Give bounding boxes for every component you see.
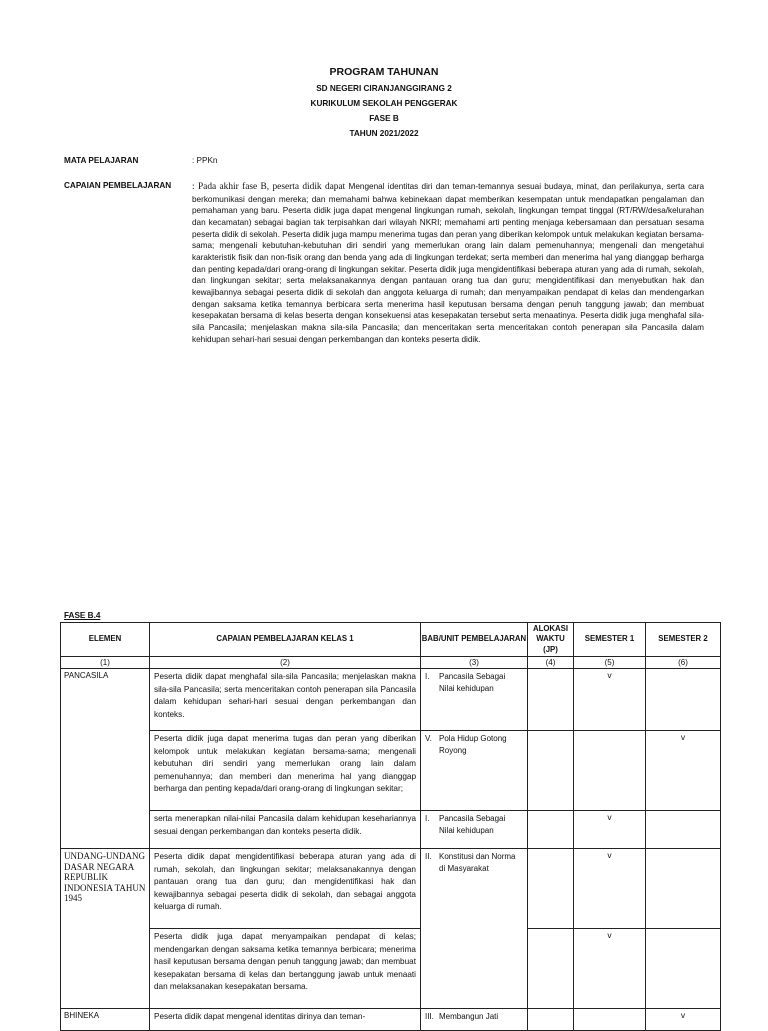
alokasi-cell <box>528 811 574 849</box>
bab-title: Pancasila Sebagai Nilai kehidupan <box>439 814 506 835</box>
bab-title: Membangun Jati <box>439 1012 499 1021</box>
element-uud: UNDANG-UNDANG DASAR NEGARA REPUBLIK INDONESIA TAHUN 1945 <box>61 849 150 1009</box>
cp-cell: Peserta didik dapat menghafal sila-sila Pancasila; menjelaskan makna sila-sila Pancasila; serta menceritakan contoh penerapan sila Pancasila dalam kehidupan sehari-hari sesuai dengan perkembangan dan konteks. <box>150 669 421 731</box>
bab-number: II. <box>425 852 432 861</box>
alokasi-cell <box>528 929 574 1009</box>
table-row <box>61 849 721 929</box>
bab-cell <box>421 731 528 811</box>
bab-cell <box>421 669 528 731</box>
phase-name: FASE B <box>369 114 399 123</box>
header-sem1: SEMESTER 1 <box>574 623 646 657</box>
academic-year: TAHUN 2021/2022 <box>349 129 419 138</box>
header-elemen: ELEMEN <box>61 623 150 657</box>
bab-title: Konstitusi dan Norma di Masyarakat <box>439 852 516 873</box>
element-bhineka: BHINEKA <box>61 1009 150 1031</box>
table-row <box>61 731 721 811</box>
cp-cell: Peserta didik dapat mengidentifikasi beberapa aturan yang ada di rumah, sekolah, dan lingkungan sekitar; melaksanakannya dengan pantauan orang tua dan guru; dan mengidentifikasi hak dan kewajibannya sebagai peserta didik di sekolah, dan sebagai anggota keluarga di rumah. <box>150 849 421 929</box>
header-alokasi: ALOKASI WAKTU (JP) <box>528 623 574 657</box>
table-row <box>61 669 721 731</box>
semester2-cell <box>646 669 721 731</box>
alokasi-cell <box>528 849 574 929</box>
column-number: (1) <box>61 657 150 669</box>
element-pancasila: PANCASILA <box>61 669 150 849</box>
table-row <box>61 811 721 849</box>
semester2-cell <box>646 929 721 1009</box>
alokasi-cell <box>528 669 574 731</box>
bab-number: I. <box>425 672 430 681</box>
table-row <box>61 929 721 1009</box>
semester1-check: v <box>574 811 646 849</box>
bab-number: V. <box>425 734 432 743</box>
bab-cell <box>421 811 528 849</box>
cp-cell: Peserta didik dapat mengenal identitas dirinya dan teman- <box>150 1009 421 1031</box>
semester1-cell <box>574 1009 646 1031</box>
cp-cell: Peserta didik juga dapat menerima tugas dan peran yang diberikan kelompok untuk melakukan kegiatan bersama-sama; mengenali kebutuhan diri sendiri yang memerlukan orang lain dalam pemenuhannya; dan memberi dan menerima hal yang dianggap berharga dan penting kepada/dari orang-orang di lingkungan sekitar; <box>150 731 421 811</box>
subject-label: MATA PELAJARAN <box>64 156 139 165</box>
bab-number: I. <box>425 814 430 823</box>
semester2-cell <box>646 811 721 849</box>
semester2-check: v <box>646 1009 721 1031</box>
cp-cell: Peserta didik juga dapat menyampaikan pendapat di kelas; mendengarkan dengan saksama ketika temannya berbicara; menerima hasil keputusan bersama dengan penuh tanggung jawab; dan membuat kesepakatan bersama di kelas dan bertanggung jawab untuk menaati dan melaksanakan kesepakatan bersama. <box>150 929 421 1009</box>
semester1-check: v <box>574 849 646 929</box>
cp-prefix: : Pada akhir fase B, peserta didik dapat <box>192 182 346 192</box>
header-bab: BAB/UNIT PEMBELAJARAN <box>421 623 528 657</box>
bab-number: III. <box>425 1012 434 1021</box>
column-number: (4) <box>528 657 574 669</box>
column-number: (5) <box>574 657 646 669</box>
fase-label: FASE B.4 <box>64 611 101 620</box>
bab-cell <box>421 849 528 1009</box>
bab-title: Pancasila Sebagai Nilai kehidupan <box>439 672 506 693</box>
column-number: (2) <box>150 657 421 669</box>
program-table <box>60 622 721 1031</box>
cp-body: Mengenal identitas diri dan teman-temannya sesuai budaya, minat, dan perilakunya, serta cara berkomunikasi dengan mereka; dan memahami bahwa kebinekaan dapat memberikan kesempatan untuk mendapatkan pengalaman dan pemahaman yang baru. Peserta didik juga dapat mengenal lingkungan rumah, sekolah, lingkungan tempat tinggal (RT/RW/desa/kelurahan dan kecamatan) sebagai bagian tak terpisahkan dari wilayah NKRI; memahami arti penting menjaga kebersamaan dan persatuan sesama peserta didik di sekolah. Peserta didik juga mampu menerima tugas dan peran yang diberikan kelompok untuk melakukan kegiatan bersama-sama; mengenali kebutuhan-kebutuhan diri sendiri yang memerlukan orang lain dalam pemenuhannya; mengenali dan mengetahui karakteristik fisik dan non-fisik orang dan benda yang ada di lingkungan terdekat; serta memberi dan menerima hal yang dianggap berharga dan penting kepada/dari orang-orang di lingkungan sekitar. Peserta didik juga mengidentifikasi beberapa aturan yang ada di rumah, sekolah, dan lingkungan sekitar; serta melaksanakannya dengan pantauan orang tua dan guru; mengidentifikasi dan menyebutkan hak dan kewajibannya sebagai peserta didik di sekolah dan anggota keluarga di rumah; dan menyampaikan pendapat di kelas dan mendengarkan dengan saksama ketika temannya berbicara serta menerima hasil keputusan bersama dengan penuh tanggung jawab; dan membuat kesepakatan bersama di kelas beserta dengan konsekuensi atas kesepakatan tersebut serta menaatinya. Peserta didik juga menghafal sila-sila Pancasila; menjelaskan makna sila-sila Pancasila; dan menceritakan serta menceritakan contoh penerapan sila Pancasila dalam kehidupan sehari-hari sesuai dengan perkembangan dan konteks peserta didik. <box>192 182 705 344</box>
alokasi-cell <box>528 731 574 811</box>
semester2-check: v <box>646 731 721 811</box>
curriculum-name: KURIKULUM SEKOLAH PENGGERAK <box>310 99 458 108</box>
header-sem2: SEMESTER 2 <box>646 623 721 657</box>
cp-paragraph <box>192 181 704 345</box>
alokasi-cell <box>528 1009 574 1031</box>
semester1-check: v <box>574 929 646 1009</box>
column-number-row <box>61 657 721 669</box>
subject-value: : PPKn <box>192 156 218 165</box>
semester1-cell <box>574 731 646 811</box>
table-row <box>61 1009 721 1031</box>
document-title: PROGRAM TAHUNAN <box>329 66 439 78</box>
column-number: (6) <box>646 657 721 669</box>
document-header <box>0 66 768 144</box>
column-number: (3) <box>421 657 528 669</box>
semester1-check: v <box>574 669 646 731</box>
header-cp: CAPAIAN PEMBELAJARAN KELAS 1 <box>150 623 421 657</box>
cp-cell: serta menerapkan nilai-nilai Pancasila dalam kehidupan kesehariannya sesuai dengan perkembangan dan konteks peserta didik. <box>150 811 421 849</box>
cp-label: CAPAIAN PEMBELAJARAN <box>64 181 172 190</box>
semester2-cell <box>646 849 721 929</box>
bab-title: Pola Hidup Gotong Royong <box>439 734 507 755</box>
school-name: SD NEGERI CIRANJANGGIRANG 2 <box>316 84 452 93</box>
table-header-row <box>61 623 721 657</box>
bab-cell <box>421 1009 528 1031</box>
